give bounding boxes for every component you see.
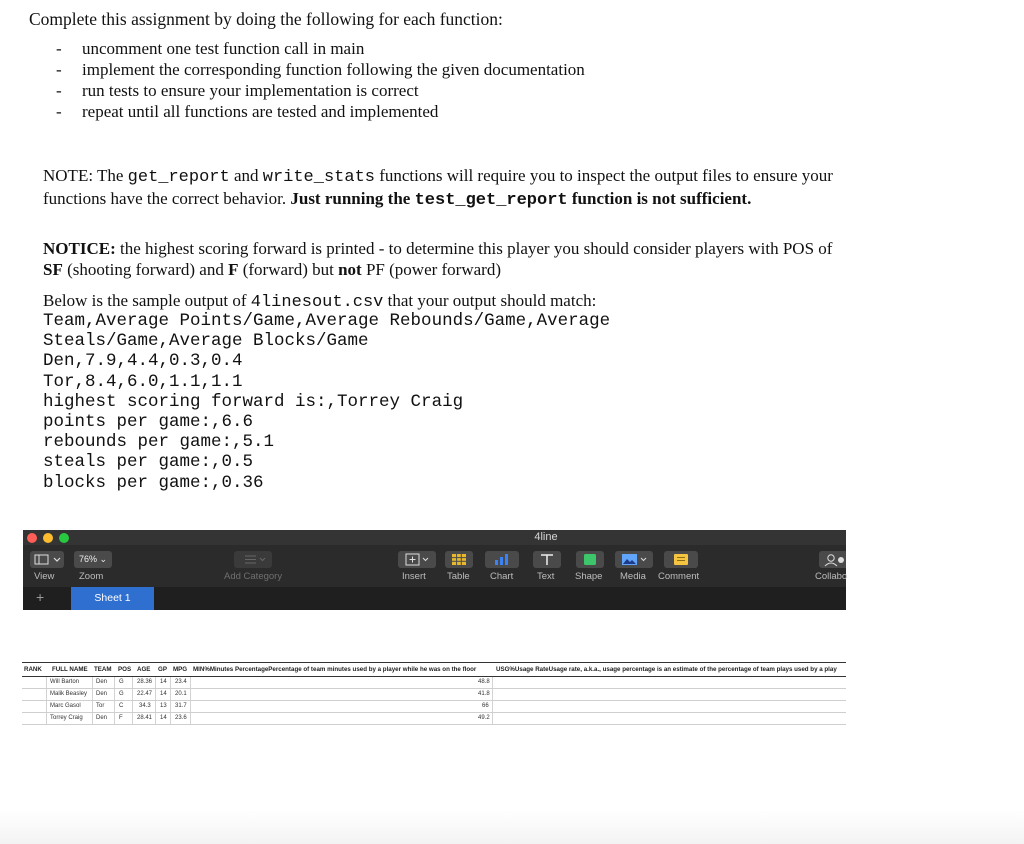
cell-min-pct: 66: [482, 703, 489, 709]
insert-icon: [398, 551, 436, 568]
cell-mpg: 23.6: [175, 715, 187, 721]
text-label: Text: [537, 571, 555, 582]
code-test-get-report: test_get_report: [414, 191, 568, 210]
collaborate-label: Collabo: [815, 571, 848, 582]
code-write-stats: write_stats: [262, 168, 375, 187]
code-get-report: get_report: [127, 168, 230, 187]
cell-min-pct: 41.8: [478, 691, 490, 697]
code-line: Team,Average Points/Game,Average Rebounds/Game,Average: [43, 311, 611, 331]
bullet-dash: -: [56, 81, 62, 100]
table-button[interactable]: [445, 551, 473, 568]
chevron-down-icon: ⌄: [99, 554, 108, 564]
bullet-dash: -: [56, 60, 62, 79]
media-icon: [615, 551, 653, 568]
header-age: AGE: [137, 666, 151, 673]
notice-bold: not: [338, 260, 362, 279]
header-min-pct: MIN%Minutes PercentagePercentage of team minutes used by a player while he was on the floor: [193, 666, 477, 673]
sample-intro: [43, 290, 596, 313]
cell-mpg: 31.7: [175, 703, 187, 709]
bullet-dash: -: [56, 39, 62, 58]
list-icon: [234, 551, 272, 568]
header-rank: RANK: [24, 666, 42, 673]
intro-line: Complete this assignment by doing the following for each function:: [29, 9, 503, 29]
zoom-value: 76%: [78, 554, 97, 564]
table-header-row: [22, 662, 846, 677]
code-filename: 4linesout.csv: [250, 293, 384, 312]
cell-min-pct: 49.2: [478, 715, 490, 721]
table-label: Table: [447, 571, 470, 582]
shape-button[interactable]: [576, 551, 604, 568]
cell-age: 28.36: [137, 679, 153, 685]
zoom-label: Zoom: [79, 571, 104, 582]
tab-sheet-1[interactable]: Sheet 1: [71, 587, 154, 610]
table-row[interactable]: [22, 701, 846, 713]
cell-pos: F: [119, 715, 123, 721]
numbers-app-window: [23, 530, 846, 610]
collaborate-icon: [819, 551, 846, 568]
sheet-tab-bar: [23, 587, 846, 610]
cell-team: Den: [96, 691, 108, 697]
collaborate-button[interactable]: [819, 551, 846, 568]
notice-bold: SF: [43, 260, 63, 279]
cell-gp: 13: [160, 703, 167, 709]
cell-age: 28.41: [137, 715, 153, 721]
note-bold: Just running the: [290, 189, 415, 208]
cell-gp: 14: [160, 715, 167, 721]
list-item-text: implement the corresponding function following the given documentation: [82, 60, 585, 79]
media-button[interactable]: [615, 551, 653, 568]
notice-text: the highest scoring forward is printed - to determine this player you should consider players with POS of: [115, 239, 833, 258]
header-usg-pct: USG%Usage RateUsage rate, a.k.a., usage percentage is an estimate of the percentage of team plays used by a play: [496, 666, 837, 673]
instruction-list: [56, 38, 585, 122]
code-line: Steals/Game,Average Blocks/Game: [43, 331, 369, 352]
code-line: blocks per game:,0.36: [43, 472, 264, 493]
insert-label: Insert: [402, 571, 426, 582]
bullet-dash: -: [56, 102, 62, 121]
cell-mpg: 20.1: [175, 691, 187, 697]
table-row[interactable]: [22, 689, 846, 701]
list-item: [56, 101, 585, 122]
sample-text: Below is the sample output of: [43, 291, 251, 310]
cell-age: 34.3: [139, 703, 151, 709]
insert-button[interactable]: [398, 551, 436, 568]
header-full-name: FULL NAME: [52, 666, 88, 673]
cell-full-name: Marc Gasol: [50, 703, 81, 709]
media-label: Media: [620, 571, 646, 582]
notice-paragraph: [43, 238, 843, 280]
shape-icon: [576, 551, 604, 568]
cell-gp: 14: [160, 691, 167, 697]
header-team: TEAM: [94, 666, 112, 673]
cell-full-name: Torrey Craig: [50, 715, 83, 721]
chart-icon: [485, 551, 519, 568]
cell-team: Den: [96, 715, 108, 721]
cell-pos: C: [119, 703, 124, 709]
note-text: functions will require you to inspect the output files to ensure your functions have the correct behavior.: [43, 166, 833, 208]
window-title: 4line: [534, 531, 558, 543]
notice-text: (shooting forward) and: [62, 260, 229, 279]
view-label: View: [34, 571, 55, 582]
comment-button[interactable]: [664, 551, 698, 568]
code-line: Den,7.9,4.4,0.3,0.4: [43, 351, 243, 372]
list-item: [56, 80, 585, 101]
sample-output-code: [43, 311, 610, 493]
header-gp: GP: [158, 666, 167, 673]
notice-bold: F: [228, 260, 239, 279]
cell-age: 22.47: [137, 691, 153, 697]
comment-label: Comment: [658, 571, 700, 582]
note-paragraph: [43, 165, 843, 211]
chart-button[interactable]: [485, 551, 519, 568]
header-mpg: MPG: [173, 666, 188, 673]
notice-label: NOTICE:: [43, 239, 116, 258]
note-text: NOTE: The: [43, 166, 128, 185]
text-icon: [533, 551, 561, 568]
title-bar: [23, 530, 846, 545]
table-icon: [445, 551, 473, 568]
cell-team: Den: [96, 679, 108, 685]
cell-full-name: Will Barton: [50, 679, 80, 685]
cell-full-name: Malik Beasley: [50, 691, 88, 697]
list-item-text: run tests to ensure your implementation is correct: [82, 81, 419, 100]
note-bold: function is not sufficient.: [567, 189, 752, 208]
notice-text: (forward) but: [238, 260, 339, 279]
zoom-select[interactable]: [74, 551, 112, 568]
comment-icon: [664, 551, 698, 568]
notice-text: PF (power forward): [361, 260, 501, 279]
cell-gp: 14: [160, 679, 167, 685]
cell-pos: G: [119, 679, 124, 685]
chart-label: Chart: [490, 571, 514, 582]
cell-min-pct: 48.8: [478, 679, 490, 685]
sidebar-icon: [30, 551, 64, 568]
header-pos: POS: [118, 666, 132, 673]
text-button[interactable]: [533, 551, 561, 568]
sample-text: that your output should match:: [383, 291, 597, 310]
code-line: Tor,8.4,6.0,1.1,1.1: [43, 371, 243, 392]
add-category-button[interactable]: [234, 551, 272, 568]
code-line: steals per game:,0.5: [43, 452, 254, 473]
list-item: [56, 38, 585, 59]
list-item-text: uncomment one test function call in main: [82, 39, 365, 58]
page-bottom-shade: [0, 810, 1024, 844]
cell-mpg: 23.4: [175, 679, 187, 685]
view-button[interactable]: [30, 551, 64, 568]
cell-pos: G: [119, 691, 124, 697]
cell-team: Tor: [96, 703, 105, 709]
list-item: [56, 59, 585, 80]
add-sheet-button[interactable]: +: [36, 589, 45, 605]
code-line: rebounds per game:,5.1: [43, 432, 275, 453]
list-item-text: repeat until all functions are tested and implemented: [82, 102, 439, 121]
note-text: and: [229, 166, 263, 185]
code-line: points per game:,6.6: [43, 412, 254, 433]
table-row[interactable]: [22, 677, 846, 689]
code-line: highest scoring forward is:,Torrey Craig: [43, 391, 464, 412]
add-category-label: Add Category: [224, 571, 283, 582]
shape-label: Shape: [575, 571, 603, 582]
table-row[interactable]: [22, 713, 846, 725]
